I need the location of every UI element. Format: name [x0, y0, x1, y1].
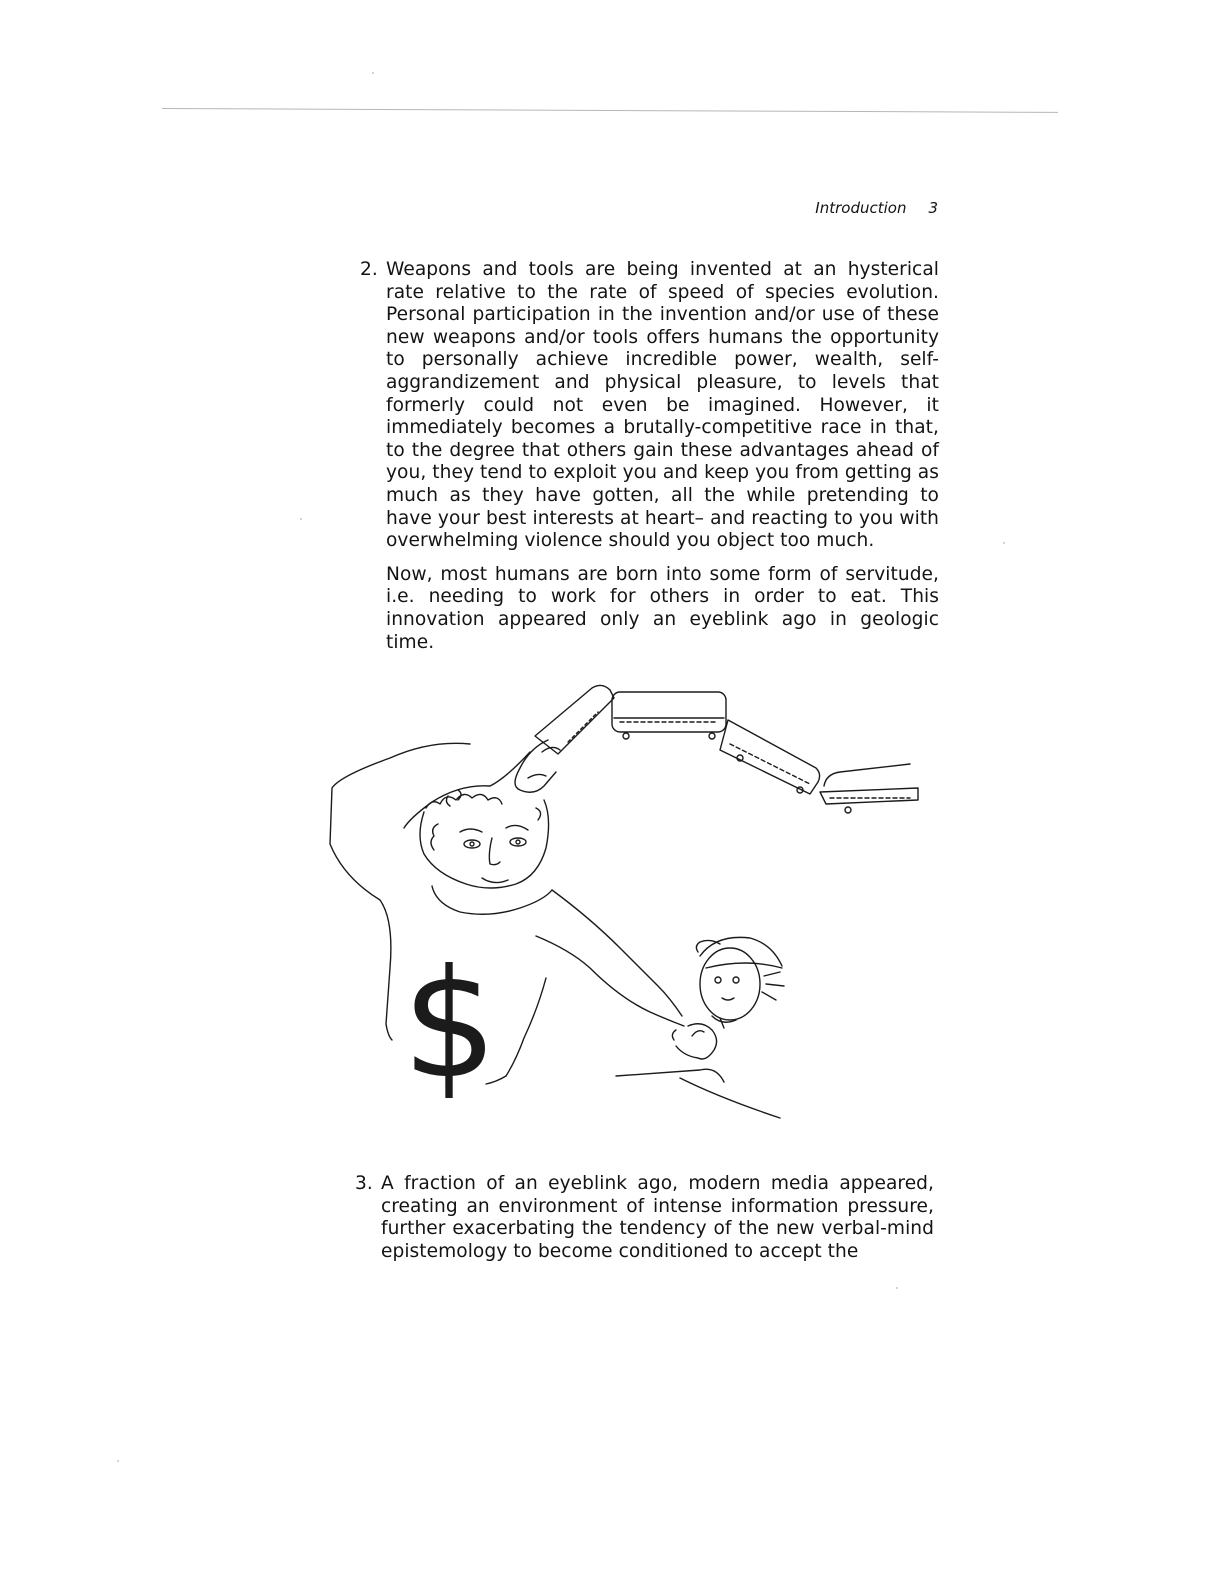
list-item-2 [360, 259, 939, 654]
running-head [760, 199, 938, 217]
scan-speck [1003, 542, 1005, 544]
dollar-sign-icon [402, 938, 497, 1112]
running-head-title: Introduction [815, 199, 907, 217]
small-boy-figure-icon [616, 937, 784, 1118]
item-2-paragraph-2: Now, most humans are born into some form of servitude, i.e. needing to work for others in order to eat. This innovation appeared only an eyeblink ago in geologic time. [386, 563, 939, 653]
item-3-paragraph-1: A fraction of an eyeblink ago, modern media appeared, creating an environment of intense information pressure, further exacerbating the tendency of the new verbal-mind epistemology to become conditioned to accept the [381, 1173, 934, 1262]
illustration-svg [320, 668, 930, 1128]
scan-speck [372, 72, 374, 74]
man-with-dollar-shirt-train-drawing-icon [320, 668, 930, 1128]
scan-speck [300, 518, 302, 520]
train-icon [535, 685, 918, 813]
list-marker: 3. [355, 1173, 373, 1194]
header-rule [162, 108, 1058, 113]
list-item-3 [355, 1173, 934, 1263]
page-number: 3 [928, 199, 938, 217]
item-2-paragraph-1: Weapons and tools are being invented at an hysterical rate relative to the rate of speed of species evolution. Personal participation in the invention and/or use of these new weapons and/or tools offers humans the opportunity to personally achieve incredible power, wealth, self-aggrandizement and physical pleasure, to levels that formerly could not even be imagined. However, it immediately becomes a brutally-competitive race in that, to the degree that others gain these advantages ahead of you, they tend to exploit you and keep you from getting as much as they have gotten, all the while pretending to have your best interests at heart– and reacting to you with overwhelming violence should you object too much. [386, 259, 939, 552]
man-figure-icon [330, 740, 684, 1112]
scan-speck [117, 1460, 119, 1462]
svg-text:$: $ [402, 938, 498, 1112]
list-marker: 2. [360, 259, 378, 280]
scan-speck [896, 1287, 898, 1289]
